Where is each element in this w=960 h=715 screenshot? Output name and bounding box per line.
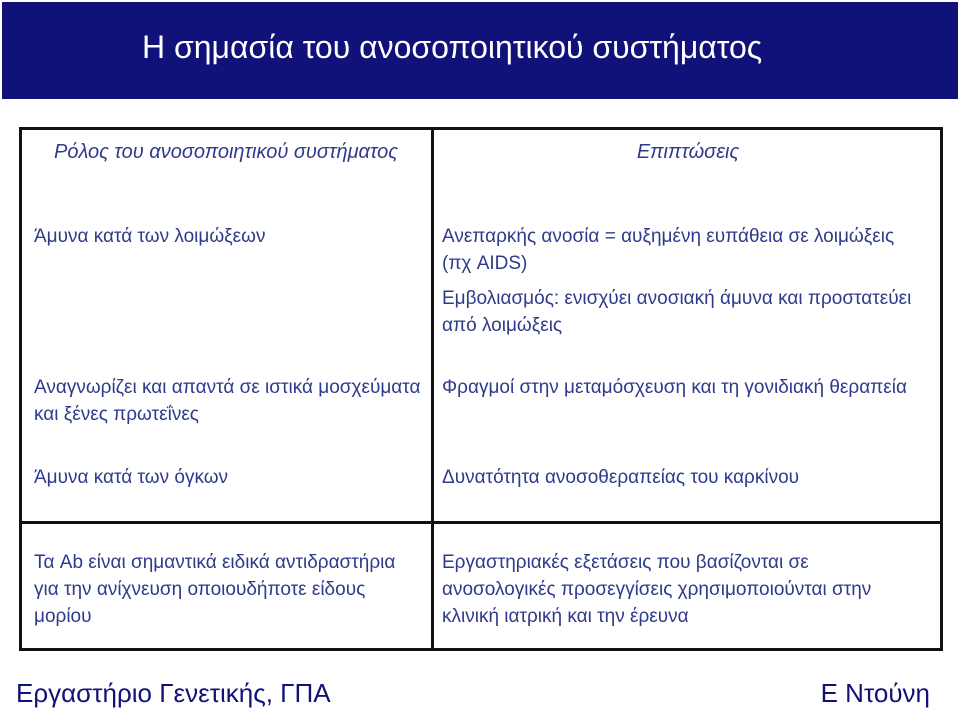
table-cell-implication-1a: Ανεπαρκής ανοσία = αυξημένη ευπάθεια σε λοιμώξεις (πχ AIDS) — [442, 226, 895, 274]
footer-lab-name: Εργαστήριο Γενετικής, ΓΠΑ — [16, 678, 331, 708]
table-row-divider — [19, 521, 943, 524]
table-cell-implication-2: Φραγμοί στην μεταμόσχευση και τη γονιδιακή θεραπεία — [442, 377, 907, 398]
title-bar — [2, 2, 958, 99]
table-cell-implication-1b: Εμβολιασμός: ενισχύει ανοσιακή άμυνα και προστατεύει από λοιμώξεις — [442, 288, 912, 336]
table-cell-implication-4: Εργαστηριακές εξετάσεις που βασίζονται σε ανοσολογικές προσεγγίσεις χρησιμοποιούνται στην κλινική ιατρική και την έρευνα — [442, 552, 872, 627]
table-cell-role-2: Αναγνωρίζει και απαντά σε ιστικά μοσχεύματα και ξένες πρωτεΐνες — [34, 377, 421, 425]
table-cell-role-3: Άμυνα κατά των όγκων — [34, 467, 229, 488]
table-cell-role-4: Τα Ab είναι σημαντικά ειδικά αντιδραστήρια για την ανίχνευση οποιουδήποτε είδους μορίου — [34, 552, 396, 627]
table-cell-role-1: Άμυνα κατά των λοιμώξεων — [34, 226, 266, 247]
slide-title: Η σημασία του ανοσοποιητικού συστήματος — [142, 29, 763, 65]
table-header-implications: Επιπτώσεις — [636, 141, 740, 163]
table-cell-implication-3: Δυνατότητα ανοσοθεραπείας του καρκίνου — [442, 467, 800, 488]
table-column-divider — [431, 127, 434, 651]
footer-author: Ε Ντούνη — [820, 678, 930, 708]
table-header-role: Ρόλος του ανοσοποιητικού συστήματος — [54, 141, 398, 163]
